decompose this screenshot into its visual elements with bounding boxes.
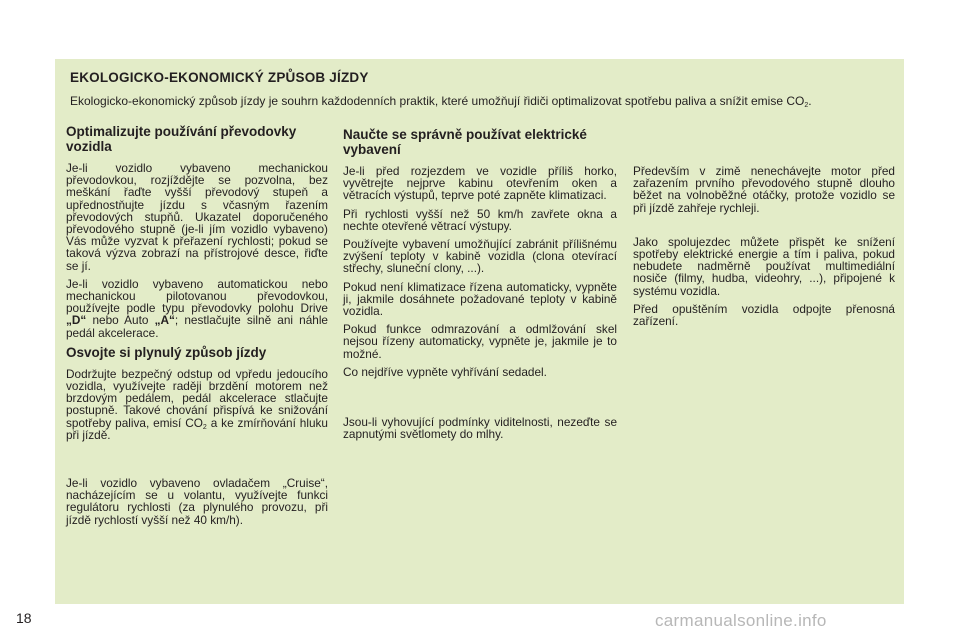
paragraph-passenger-multimedia: Jako spolujezdec můžete přispět ke snížení spotřeby elektrické energie a tím i paliva, pokud nebudete nadměrně používat multimediální nosiče (filmy, hudba, videohry, ...), připojené k systému vozidla. — [633, 234, 895, 298]
paragraph-close-windows: Při rychlosti vyšší než 50 km/h zavřete okna a nechte otevřené větrací výstupy. — [343, 206, 617, 233]
heading-gearbox: Optimalizujte používání převodovky vozidla — [66, 124, 297, 154]
co2-subscript: 2 — [202, 423, 207, 431]
text-segment: Je-li vozidlo vybaveno automatickou nebo mechanickou pilotovanou převodovkou, používejte podle typu převodovky polohu Drive — [66, 276, 328, 316]
column-middle — [343, 127, 617, 446]
intro-paragraph — [70, 95, 896, 109]
column-left — [66, 124, 328, 532]
paragraph-automatic-gearbox — [66, 278, 328, 339]
paragraph-heated-seats: Co nejdříve vypněte vyhřívání sedadel. — [343, 364, 547, 379]
paragraph-fog-lights: Jsou-li vyhovující podmínky viditelnosti, nezeďte se zapnutými světlomety do mlhy. — [343, 415, 617, 442]
intro-subscript: 2 — [804, 102, 809, 109]
drive-mode-label: „D“ — [66, 313, 87, 328]
paragraph-air-conditioning: Pokud není klimatizace řízena automaticky, vypněte ji, jakmile dosáhnete požadované teploty v kabině vozidla. — [343, 279, 617, 319]
column-right — [633, 165, 895, 333]
watermark: carmanualsonline.info — [655, 611, 827, 630]
paragraph-cruise-control: Je-li vozidlo vybaveno ovladačem „Cruise“, nacházejícím se u volantu, využívejte funkci regulátoru rychlosti (za plynulého provozu, při jízdě rychlostí vyšší než 40 km/h). — [66, 476, 328, 527]
intro-text: Ekologicko-ekonomický způsob jízdy je souhrn každodenních praktik, které umožňují řidiči optimalizovat spotřebu paliva a snížit emise CO — [70, 94, 805, 108]
text-segment: Dodržujte bezpečný odstup od vpředu jedoucího vozidla, využívejte raději brzdění motorem než brzdovým pedálem, pedál akcelerace stlačujte postupně. Takové chování přispívá ke snižování spotřeby paliva, emisí CO — [66, 366, 328, 430]
paragraph-winter-idle: Především v zimě nenechávejte motor před zařazením prvního převodového stupně dlouho běžet na volnoběžné otáčky, protože vozidlo se při jízdě zahřeje rychleji. — [633, 164, 895, 215]
intro-end: . — [808, 94, 812, 108]
paragraph-sun-blinds: Používejte vybavení umožňující zabránit přílišnému zvýšení teploty v kabině vozidla (clona otevírací střechy, sluneční clony, ...). — [343, 237, 617, 276]
paragraph-manual-gearbox: Je-li vozidlo vybaveno mechanickou převodovkou, rozjíždějte se pozvolna, bez meškání řaďte vyšší převodový stupeň a upřednostňujte jízdu s včasným řazením převodových stupňů. Ukazatel doporučeného převodového stupně (je-li jím vozidlo vybaveno) Vás může vyzvat k přeřazení rychlosti; pokud se taková výzva zobrazí na přístrojové desce, řiďte se jí. — [66, 161, 328, 273]
paragraph-disconnect-devices: Před opuštěním vozidla odpojte přenosná zařízení. — [633, 301, 895, 329]
paragraph-safe-distance — [66, 368, 328, 441]
text-segment: a ke zmírňování hluku při jízdě. — [66, 415, 328, 442]
paragraph-demisting: Pokud funkce odmrazování a odmlžování skel nejsou řízeny automaticky, vypněte je, jakmile je to možné. — [343, 322, 617, 361]
page-number: 18 — [16, 610, 32, 626]
paragraph-ventilate: Je-li před rozjezdem ve vozidle příliš horko, vyvětrejte nejprve kabinu otevřením oken a větracích výstupů, teprve poté zapněte klimatizaci. — [343, 164, 617, 203]
page-title: EKOLOGICKO-EKONOMICKÝ ZPŮSOB JÍZDY — [70, 70, 369, 85]
heading-smooth-driving: Osvojte si plynulý způsob jízdy — [66, 344, 267, 360]
heading-electrical-equipment: Naučte se správně používat elektrické vybavení — [343, 127, 587, 157]
text-segment: nebo Auto — [86, 313, 155, 328]
text-segment: ; nestlačujte silně ani náhle pedál akcelerace. — [66, 313, 328, 340]
auto-mode-label: „A“ — [154, 313, 175, 328]
